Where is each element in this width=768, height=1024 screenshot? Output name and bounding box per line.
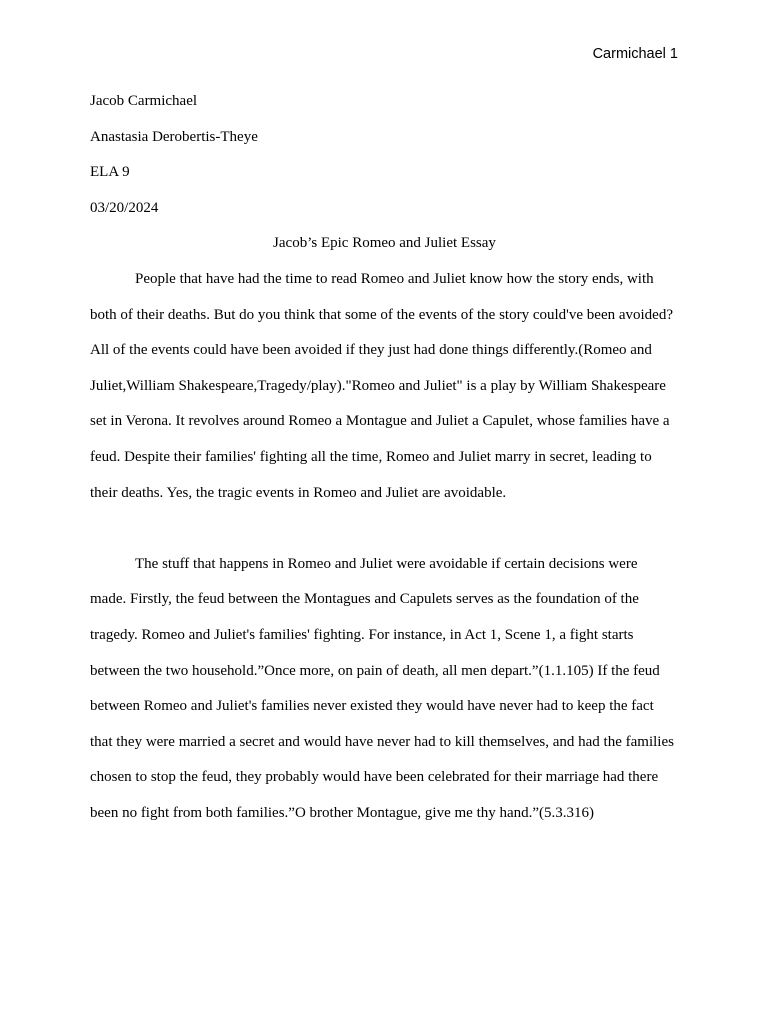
paragraph-body-1 [90,547,679,832]
paragraph-line: tragedy. Romeo and Juliet's families' fighting. For instance, in Act 1, Scene 1, a fight starts [90,626,634,643]
paragraph-line: their deaths. Yes, the tragic events in Romeo and Juliet are avoidable. [90,484,507,501]
essay-date: 03/20/2024 [90,199,159,216]
paragraph-line: that they were married a secret and would have never had to kill themselves, and had the families [90,733,674,750]
paragraph-line: feud. Despite their families' fighting all the time, Romeo and Juliet marry in secret, leading to [90,448,652,465]
paragraph-line: People that have had the time to read Romeo and Juliet know how the story ends, with [135,270,654,287]
paragraph-line: set in Verona. It revolves around Romeo a Montague and Juliet a Capulet, whose families have a [90,413,670,430]
paragraph-line: between Romeo and Juliet's families never existed they would have never had to keep the fact [90,698,654,715]
paragraph-line: Juliet,William Shakespeare,Tragedy/play)."Romeo and Juliet" is a play by William Shakespeare [90,377,666,394]
course-name: ELA 9 [90,164,130,181]
paragraph-line: The stuff that happens in Romeo and Juliet were avoidable if certain decisions were [135,555,638,572]
paragraph-line: between the two household.”Once more, on pain of death, all men depart.”(1.1.105) If the feud [90,662,660,679]
paragraph-spacer [90,511,679,547]
teacher-name: Anastasia Derobertis-Theye [90,128,258,145]
paragraph-line: both of their deaths. But do you think that some of the events of the story could've been avoided? [90,306,673,323]
paragraph-introduction [90,262,679,511]
running-header-page-number: Carmichael 1 [592,46,678,62]
essay-title: Jacob’s Epic Romeo and Juliet Essay [273,235,496,252]
paragraph-line: chosen to stop the feud, they probably would have been celebrated for their marriage had there [90,769,659,786]
document-body [90,84,679,831]
paragraph-line: made. Firstly, the feud between the Montagues and Capulets serves as the foundation of the [90,591,639,608]
paragraph-line: been no fight from both families.”O brother Montague, give me thy hand.”(5.3.316) [90,804,595,821]
paragraph-line: All of the events could have been avoided if they just had done things differently.(Romeo and [90,342,652,359]
student-name: Jacob Carmichael [90,93,198,109]
